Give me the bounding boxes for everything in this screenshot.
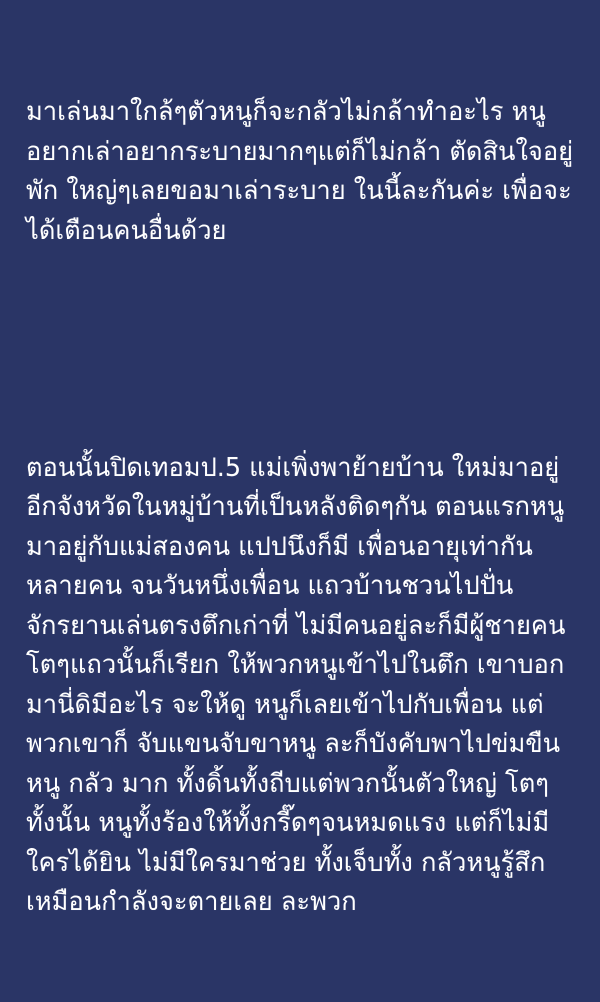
- story-text-block: [26, 14, 574, 1002]
- paragraph-1: มาเล่นมาใกล้ๆตัวหนูก็จะกลัวไม่กล้าทำอะไร หนูอยากเล่าอยากระบายมากๆแต่ก็ไม่กล้า ตัดสินใจอยู่พัก ใหญ่ๆเลยขอมาเล่าระบาย ในนี้ละกันค่ะ เพื่อจะได้เตือนคนอื่นด้วย: [26, 97, 574, 246]
- paragraph-2: ตอนนั้นปิดเทอมป.5 แม่เพิ่งพาย้ายบ้าน ใหม่มาอยู่อีกจังหวัดในหมู่บ้านที่เป็นหลังติดๆกัน ตอนแรกหนูมาอยู่กับแม่สองคน แปปนึงก็มี เพื่อนอายุเท่ากันหลายคน จนวันหนึ่งเพื่อน แถวบ้านชวนไปปั่นจักรยานเล่นตรงตึกเก่าที่ ไม่มีคนอยู่ละก็มีผู้ชายคนโตๆแถวนั้นก็เรียก ให้พวกหนูเข้าไปในตึก เขาบอกมานี่ดิมีอะไร จะให้ดู หนูก็เลยเข้าไปกับเพื่อน แต่พวกเขาก็ จับแขนจับขาหนู ละก็บังคับพาไปข่มขืน หนู กลัว มาก ทั้งดิ้นทั้งถีบแต่พวกนั้นตัวใหญ่ โตๆทั้งนั้น หนูทั้งร้องให้ทั้งกรี๊ดๆจนหมดแรง แต่ก็ไม่มีใครได้ยิน ไม่มีใครมาช่วย ทั้งเจ็บทั้ง กลัวหนูรู้สึกเหมือนกำลังจะตายเลย ละพวก: [26, 452, 569, 917]
- paragraph-spacer: [26, 330, 574, 370]
